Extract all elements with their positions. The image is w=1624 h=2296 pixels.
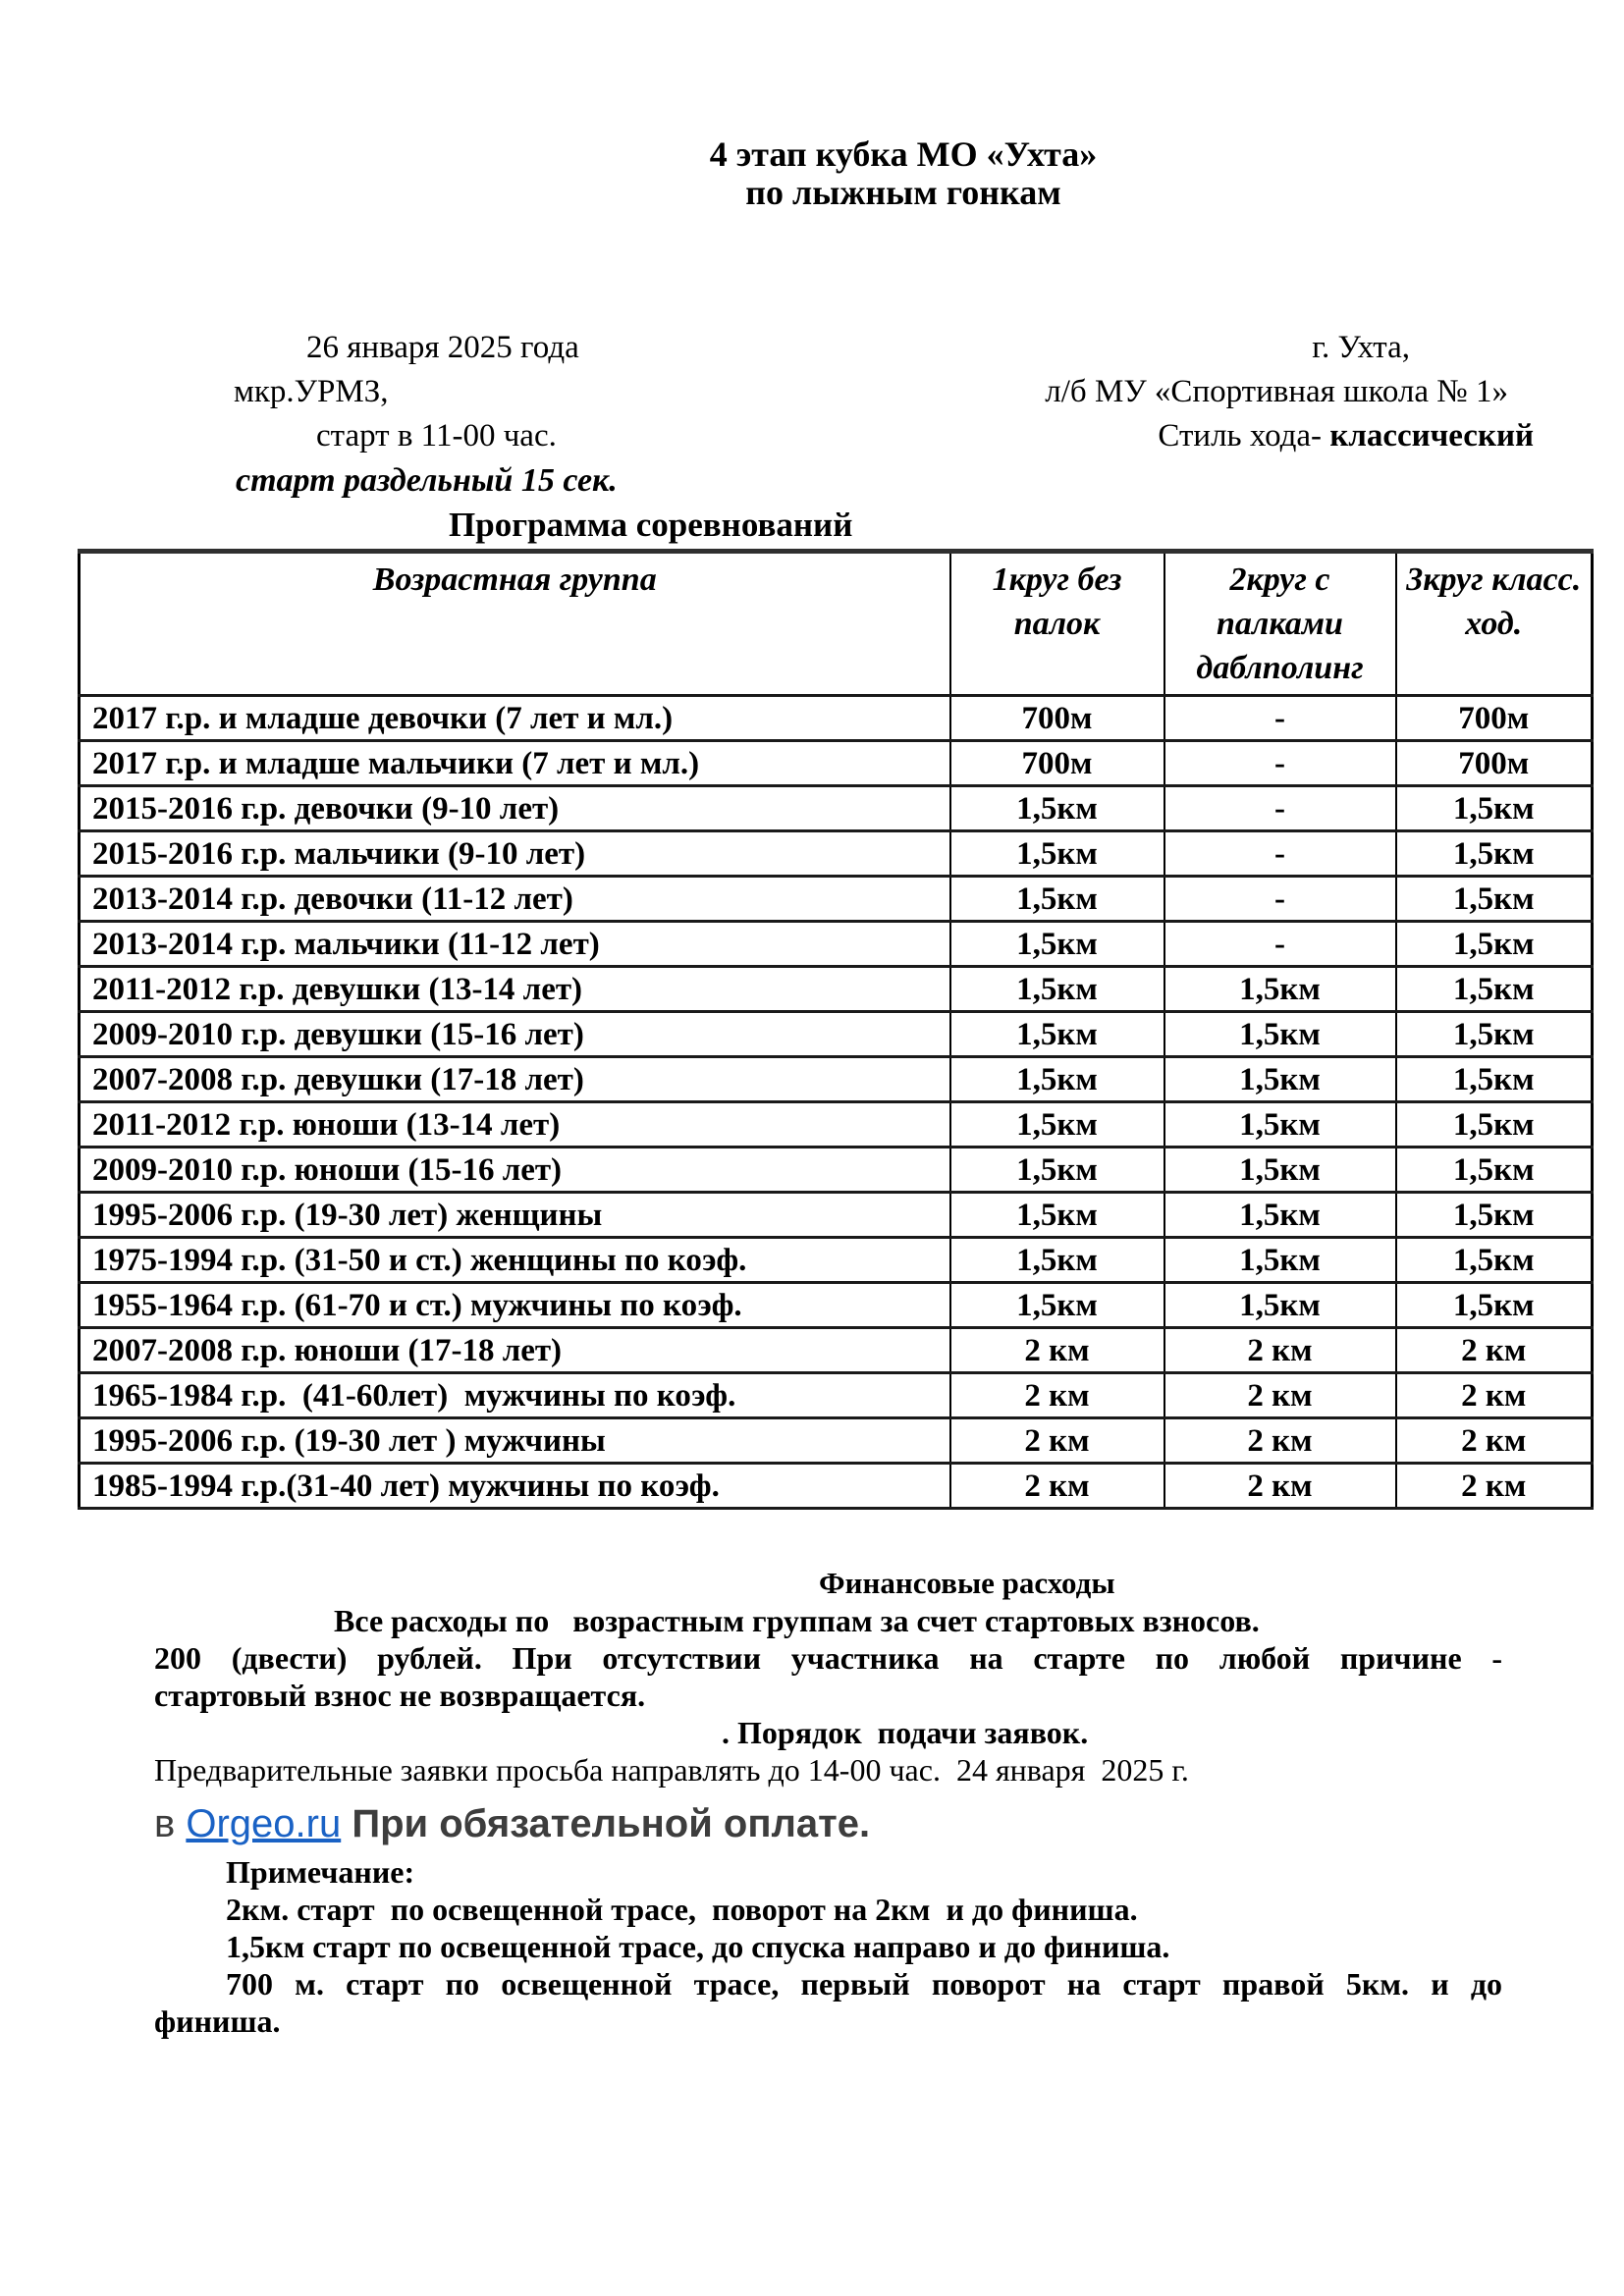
age-group-cell: 2017 г.р. и младше девочки (7 лет и мл.): [80, 696, 950, 741]
registration-link-line: [154, 1796, 1624, 1851]
distance-cell: 2 км: [1164, 1464, 1396, 1509]
table-row: [80, 1418, 1593, 1464]
program-table-body: [80, 696, 1593, 1509]
ski-style: [1158, 414, 1534, 458]
distance-cell: -: [1164, 877, 1396, 922]
distance-cell: 1,5км: [950, 831, 1164, 877]
distance-cell: 1,5км: [1396, 1102, 1593, 1148]
distance-cell: 700м: [1396, 696, 1593, 741]
distance-cell: 2 км: [1396, 1464, 1593, 1509]
program-table-head: [80, 552, 1593, 696]
distance-cell: -: [1164, 696, 1396, 741]
distance-cell: 1,5км: [1164, 1238, 1396, 1283]
distance-cell: 2 км: [1396, 1418, 1593, 1464]
distance-cell: 1,5км: [1396, 1057, 1593, 1102]
distance-cell: 1,5км: [1164, 1283, 1396, 1328]
applications-heading: . Порядок подачи заявок.: [722, 1715, 1089, 1750]
distance-cell: 1,5км: [1396, 877, 1593, 922]
distance-cell: 1,5км: [1396, 1238, 1593, 1283]
age-group-cell: 2015-2016 г.р. девочки (9-10 лет): [80, 786, 950, 831]
distance-cell: 2 км: [1396, 1328, 1593, 1373]
ski-style-value: классический: [1329, 418, 1534, 454]
note-700m: 700 м. старт по освещенной трасе, первый поворот на старт правой 5км. и до: [226, 1966, 1502, 2002]
age-group-cell: 2011-2012 г.р. девушки (13-14 лет): [80, 967, 950, 1012]
distance-cell: 1,5км: [1396, 831, 1593, 877]
distance-cell: 1,5км: [1396, 922, 1593, 967]
table-row: [80, 922, 1593, 967]
age-group-cell: 1995-2006 г.р. (19-30 лет ) мужчины: [80, 1418, 950, 1464]
table-row: [80, 1373, 1593, 1418]
payment-note: При обязательной оплате.: [341, 1802, 871, 1845]
distance-cell: 1,5км: [1164, 1193, 1396, 1238]
column-header-lap2: 2круг с палками даблполинг: [1164, 552, 1396, 696]
distance-cell: 1,5км: [1164, 1102, 1396, 1148]
table-row: [80, 696, 1593, 741]
distance-cell: 700м: [950, 696, 1164, 741]
table-row: [80, 1012, 1593, 1057]
note-1-5km: 1,5км старт по освещенной трасе, до спуска направо и до финиша.: [226, 1929, 1170, 1964]
distance-cell: 1,5км: [1396, 786, 1593, 831]
distance-cell: 1,5км: [950, 1193, 1164, 1238]
distance-cell: 1,5км: [1396, 1193, 1593, 1238]
table-row: [80, 877, 1593, 922]
age-group-cell: 1965-1984 г.р. (41-60лет) мужчины по коэф.: [80, 1373, 950, 1418]
program-table: [78, 549, 1594, 1510]
distance-cell: -: [1164, 741, 1396, 786]
title-line-1: 4 этап кубка МО «Ухта»: [709, 134, 1098, 174]
distance-cell: 1,5км: [950, 1102, 1164, 1148]
document-title: [0, 0, 1624, 212]
note-700m-wrap: финиша.: [154, 2003, 281, 2039]
age-group-cell: 2015-2016 г.р. мальчики (9-10 лет): [80, 831, 950, 877]
distance-cell: 2 км: [1164, 1418, 1396, 1464]
distance-cell: 1,5км: [1396, 1012, 1593, 1057]
distance-cell: 1,5км: [1396, 967, 1593, 1012]
orgeo-link[interactable]: Orgeo.ru: [186, 1802, 342, 1845]
applications-deadline: Предварительные заявки просьба направлять до 14-00 час. 24 января 2025 г.: [154, 1752, 1189, 1788]
ski-style-label: Стиль хода-: [1158, 418, 1330, 454]
distance-cell: 700м: [950, 741, 1164, 786]
finance-heading: Финансовые расходы: [819, 1566, 1115, 1600]
table-row: [80, 831, 1593, 877]
column-header-lap3: 3круг класс. ход.: [1396, 552, 1593, 696]
age-group-cell: 1975-1994 г.р. (31-50 и ст.) женщины по коэф.: [80, 1238, 950, 1283]
title-line-2: по лыжным гонкам: [745, 173, 1061, 212]
distance-cell: 1,5км: [950, 1012, 1164, 1057]
age-group-cell: 2013-2014 г.р. мальчики (11-12 лет): [80, 922, 950, 967]
event-venue: л/б МУ «Спортивная школа № 1»: [1045, 374, 1508, 409]
distance-cell: 1,5км: [950, 1283, 1164, 1328]
column-header-age-group: Возрастная группа: [80, 552, 950, 696]
table-row: [80, 1148, 1593, 1193]
table-row: [80, 1464, 1593, 1509]
table-row: [80, 1238, 1593, 1283]
finance-line-1: Все расходы по возрастным группам за счет стартовых взносов.: [334, 1603, 1260, 1638]
age-group-cell: 2009-2010 г.р. юноши (15-16 лет): [80, 1148, 950, 1193]
age-group-cell: 2017 г.р. и младше мальчики (7 лет и мл.): [80, 741, 950, 786]
table-row: [80, 967, 1593, 1012]
note-2km: 2км. старт по освещенной трасе, поворот на 2км и до финиша.: [226, 1892, 1138, 1927]
header-row: [80, 552, 1593, 696]
age-group-cell: 2007-2008 г.р. девушки (17-18 лет): [80, 1057, 950, 1102]
age-group-cell: 2007-2008 г.р. юноши (17-18 лет): [80, 1328, 950, 1373]
age-group-cell: 1955-1964 г.р. (61-70 и ст.) мужчины по коэф.: [80, 1283, 950, 1328]
info-row-place: [0, 370, 1624, 414]
distance-cell: 1,5км: [1164, 967, 1396, 1012]
info-row-start: [0, 414, 1624, 458]
interval-start-note: старт раздельный 15 сек.: [236, 462, 618, 499]
distance-cell: 1,5км: [950, 786, 1164, 831]
distance-cell: 1,5км: [950, 1238, 1164, 1283]
finance-line-2: 200 (двести) рублей. При отсутствии участника на старте по любой причине -: [154, 1640, 1502, 1676]
age-group-cell: 2013-2014 г.р. девочки (11-12 лет): [80, 877, 950, 922]
table-row: [80, 786, 1593, 831]
distance-cell: 1,5км: [1164, 1057, 1396, 1102]
distance-cell: 2 км: [1164, 1328, 1396, 1373]
distance-cell: 1,5км: [1164, 1148, 1396, 1193]
event-district: мкр.УРМЗ,: [234, 374, 389, 409]
finance-line-3: стартовый взнос не возвращается.: [154, 1678, 646, 1713]
distance-cell: 2 км: [1164, 1373, 1396, 1418]
distance-cell: 1,5км: [950, 967, 1164, 1012]
distance-cell: -: [1164, 831, 1396, 877]
distance-cell: 2 км: [950, 1328, 1164, 1373]
distance-cell: 1,5км: [950, 1057, 1164, 1102]
distance-cell: 2 км: [950, 1373, 1164, 1418]
notes-heading: Примечание:: [226, 1854, 415, 1890]
link-prefix: в: [154, 1802, 187, 1845]
table-row: [80, 1283, 1593, 1328]
table-row: [80, 741, 1593, 786]
distance-cell: -: [1164, 922, 1396, 967]
program-heading: Программа соревнований: [449, 506, 853, 544]
table-row: [80, 1057, 1593, 1102]
age-group-cell: 2011-2012 г.р. юноши (13-14 лет): [80, 1102, 950, 1148]
distance-cell: 2 км: [950, 1464, 1164, 1509]
distance-cell: 1,5км: [1396, 1148, 1593, 1193]
distance-cell: 1,5км: [1396, 1283, 1593, 1328]
distance-cell: 700м: [1396, 741, 1593, 786]
distance-cell: 1,5км: [1164, 1012, 1396, 1057]
event-date: 26 января 2025 года: [306, 330, 579, 365]
age-group-cell: 1995-2006 г.р. (19-30 лет) женщины: [80, 1193, 950, 1238]
column-header-lap1: 1круг без палок: [950, 552, 1164, 696]
table-row: [80, 1193, 1593, 1238]
age-group-cell: 1985-1994 г.р.(31-40 лет) мужчины по коэф.: [80, 1464, 950, 1509]
start-time: старт в 11-00 час.: [316, 418, 557, 454]
distance-cell: 1,5км: [950, 1148, 1164, 1193]
age-group-cell: 2009-2010 г.р. девушки (15-16 лет): [80, 1012, 950, 1057]
table-row: [80, 1102, 1593, 1148]
distance-cell: 1,5км: [950, 922, 1164, 967]
table-row: [80, 1328, 1593, 1373]
info-row-date: [0, 326, 1624, 370]
distance-cell: 1,5км: [950, 877, 1164, 922]
distance-cell: 2 км: [950, 1418, 1164, 1464]
distance-cell: 2 км: [1396, 1373, 1593, 1418]
event-city: г. Ухта,: [1312, 330, 1410, 365]
distance-cell: -: [1164, 786, 1396, 831]
